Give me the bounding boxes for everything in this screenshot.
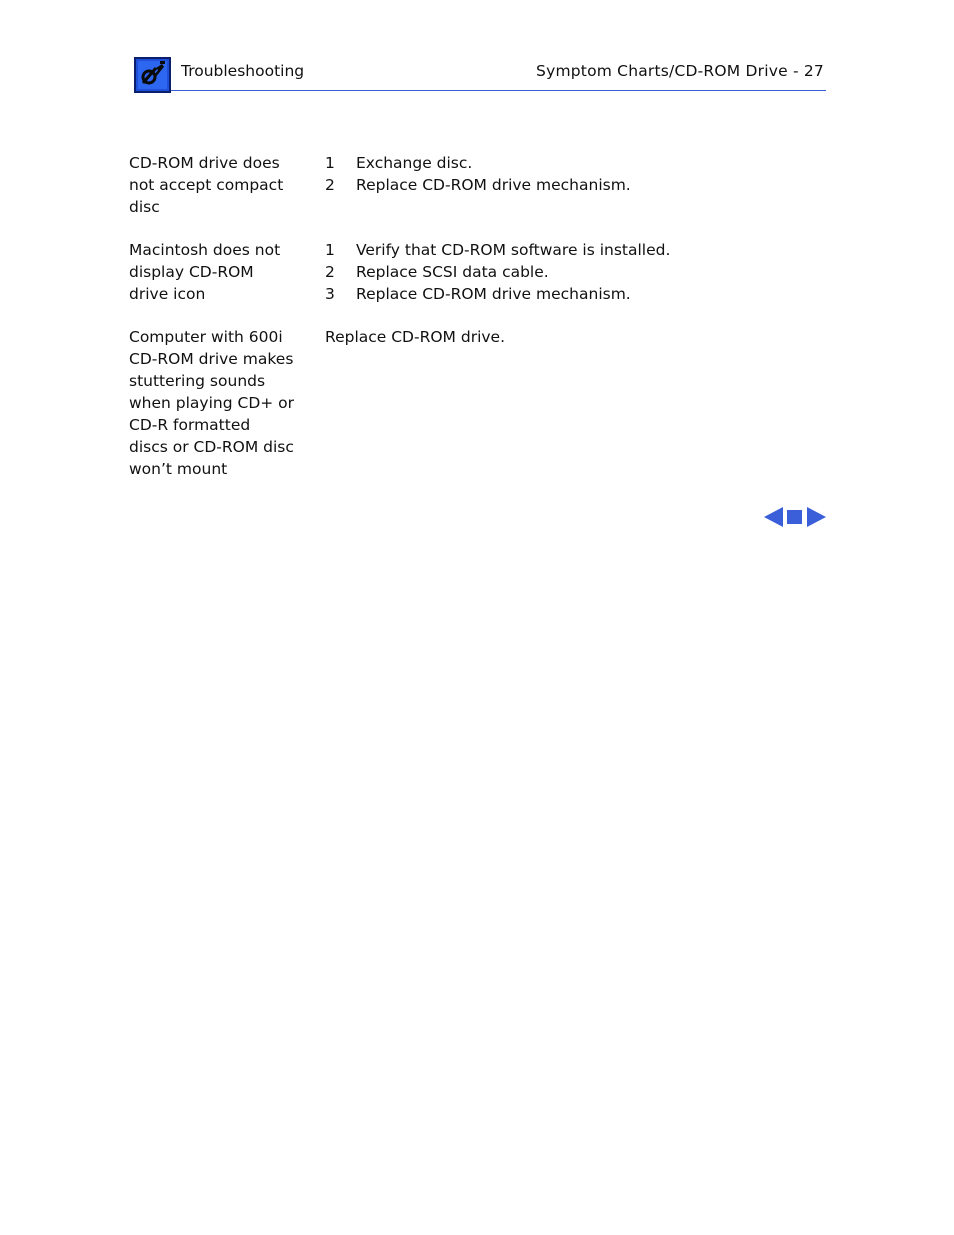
symptom-row (129, 239, 829, 305)
step-text: Verify that CD-ROM software is installed. (356, 241, 671, 259)
symptom-line: Computer with 600i (129, 328, 283, 346)
symptom-line: when playing CD+ or (129, 394, 295, 412)
step-number: 1 (325, 241, 335, 259)
page-navigation (764, 507, 826, 527)
solution-list (325, 326, 829, 480)
solution-step (325, 261, 829, 283)
solution-step (325, 152, 829, 174)
symptom-line: Macintosh does not (129, 241, 281, 259)
step-number: 2 (325, 176, 335, 194)
step-number: 1 (325, 154, 335, 172)
step-text: Exchange disc. (356, 154, 473, 172)
symptom-text (129, 152, 325, 218)
step-text: Replace SCSI data cable. (356, 263, 549, 281)
symptom-line: CD-ROM drive makes (129, 350, 294, 368)
solution-step (325, 174, 829, 196)
step-number: 2 (325, 263, 335, 281)
symptom-line: CD-ROM drive does (129, 154, 280, 172)
step-text: Replace CD-ROM drive mechanism. (356, 285, 631, 303)
solution-step (325, 283, 829, 305)
step-text: Replace CD-ROM drive. (325, 328, 506, 346)
symptom-row (129, 152, 829, 218)
toolbox-logo-icon (134, 56, 172, 94)
page-header (134, 56, 826, 91)
symptom-row (129, 326, 829, 480)
symptom-line: disc (129, 198, 160, 216)
home-page-button[interactable] (787, 510, 802, 524)
page-reference: Symptom Charts/CD-ROM Drive - 27 (536, 62, 824, 80)
section-title: Troubleshooting (181, 62, 305, 80)
symptom-chart (129, 152, 829, 501)
symptom-text (129, 239, 325, 305)
symptom-line: CD-R formatted (129, 416, 251, 434)
symptom-line: won’t mount (129, 460, 228, 478)
symptom-line: drive icon (129, 285, 206, 303)
symptom-line: not accept compact (129, 176, 284, 194)
next-page-button[interactable] (806, 507, 826, 527)
symptom-text (129, 326, 325, 480)
solution-list (325, 239, 829, 305)
symptom-line: display CD-ROM (129, 263, 254, 281)
solution-step (325, 326, 829, 348)
solution-step (325, 239, 829, 261)
symptom-line: stuttering sounds (129, 372, 266, 390)
solution-list (325, 152, 829, 218)
previous-page-button[interactable] (764, 507, 784, 527)
symptom-line: discs or CD-ROM disc (129, 438, 294, 456)
step-text: Replace CD-ROM drive mechanism. (356, 176, 631, 194)
step-number: 3 (325, 285, 335, 303)
